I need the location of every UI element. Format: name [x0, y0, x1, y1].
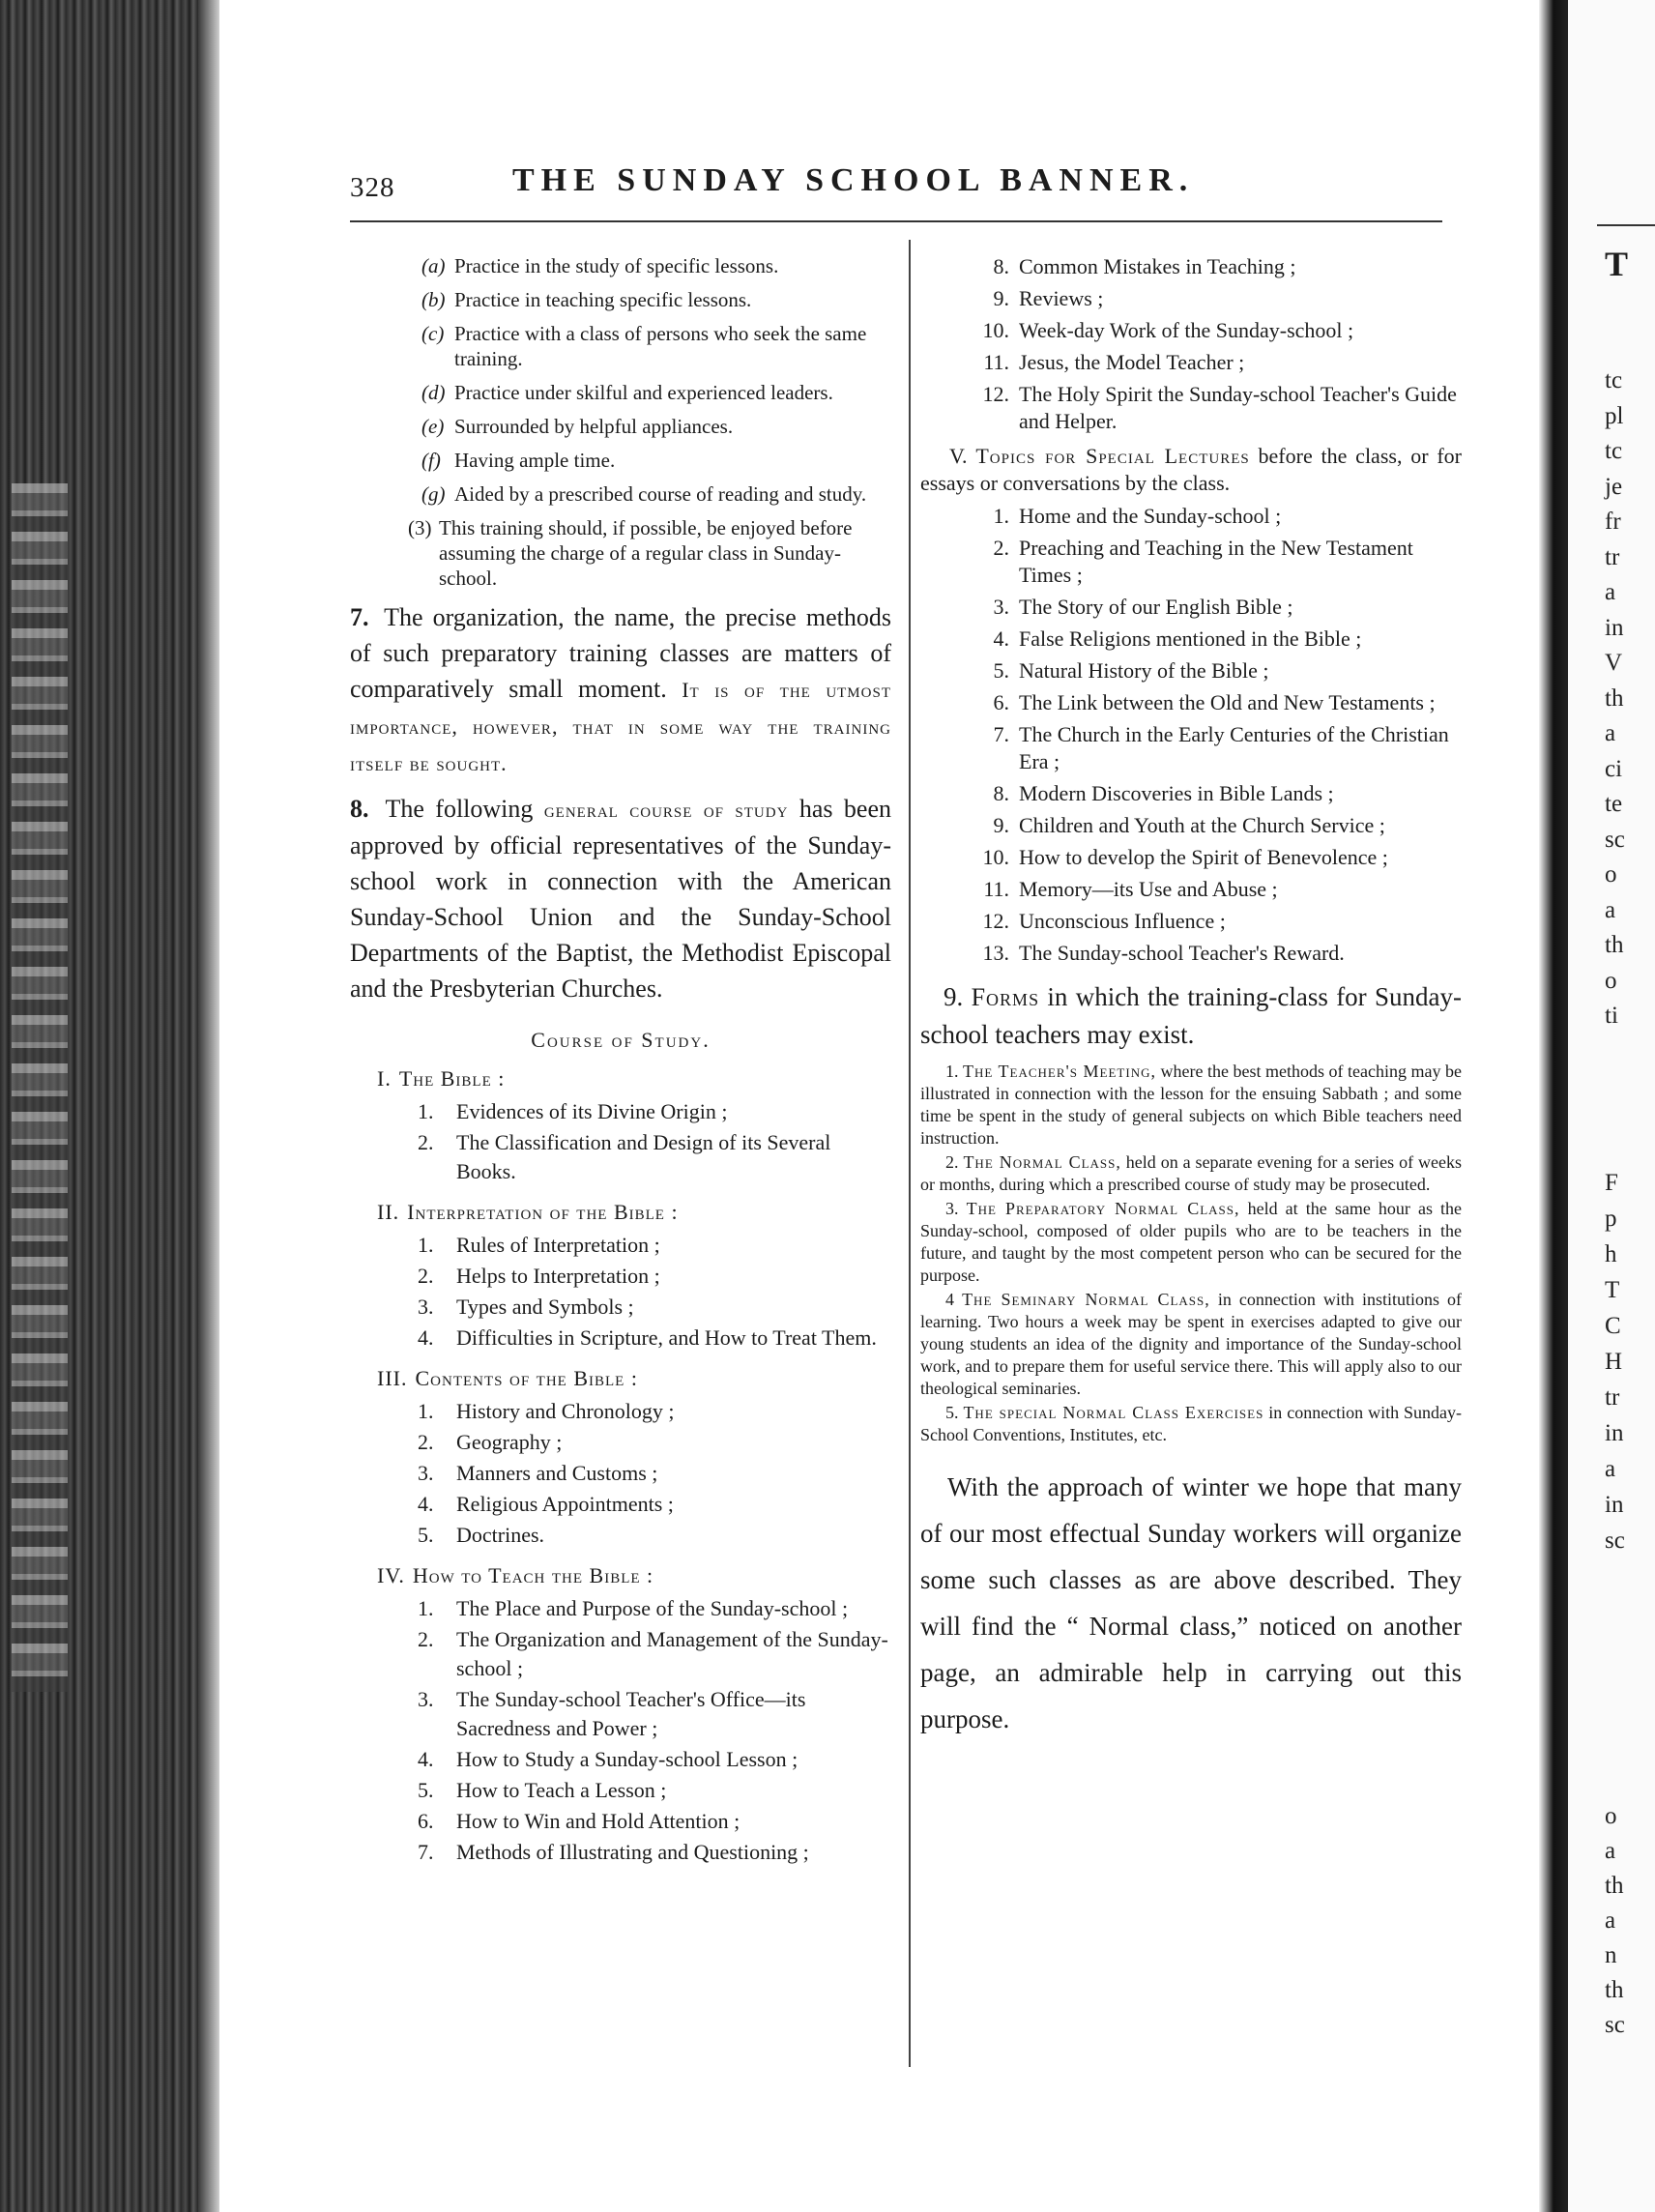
facing-line-start: pl: [1605, 402, 1624, 429]
item-text: Methods of Illustrating and Questioning ;: [456, 1840, 809, 1864]
item-number: 1.: [418, 1233, 434, 1257]
form-item: [920, 1289, 1462, 1400]
item-text: The Sunday-school Teacher's Reward.: [1019, 941, 1345, 965]
item-number: 3.: [418, 1687, 434, 1711]
item-number: 7.: [993, 722, 1009, 746]
list-item: [920, 253, 1462, 280]
list-item: [350, 1745, 891, 1774]
list-item: [920, 317, 1462, 344]
page-fold-shadow: [1539, 0, 1568, 2212]
section-heading: [377, 1064, 891, 1093]
item-number: 6.: [993, 690, 1009, 714]
list-item: [920, 908, 1462, 935]
form-number: 2.: [945, 1152, 959, 1172]
facing-line-start: F: [1605, 1170, 1618, 1196]
subitem-text: Practice under skilful and experienced leaders.: [454, 381, 833, 404]
item-text: Geography ;: [456, 1430, 563, 1454]
paragraph-emphasis: general course of study: [543, 798, 789, 822]
item-text: Unconscious Influence ;: [1019, 909, 1226, 933]
paragraph-text: The following: [385, 795, 534, 823]
facing-line-start: a: [1605, 1456, 1616, 1482]
list-item: [350, 1128, 891, 1186]
form-title: The special Normal Class Exercises: [963, 1403, 1264, 1422]
item-number: 4.: [418, 1492, 434, 1516]
subitem-text: Practice in the study of specific lessons.: [454, 254, 779, 277]
facing-line-start: tr: [1605, 1384, 1620, 1411]
item-text: Preaching and Teaching in the New Testament Times ;: [1019, 536, 1413, 587]
item-number: 1.: [418, 1099, 434, 1123]
item-mark: (3): [408, 516, 432, 539]
item-text: This training should, if possible, be enjoyed before assuming the charge of a regular class in Sunday-school.: [439, 516, 853, 590]
facing-line-start: tc: [1605, 367, 1623, 393]
facing-line-start: o: [1605, 861, 1617, 888]
section-numeral: V.: [949, 444, 968, 468]
subitem: [421, 253, 891, 278]
facing-line-start: th: [1605, 1873, 1624, 1899]
closing-paragraph: With the approach of winter we hope that many of our most effectual Sunday workers will organize some such classes as are above described. They will find the “ Normal class,” noticed on another page, an admirable help in carrying out this purpose.: [920, 1472, 1462, 1733]
item-number: 11.: [983, 877, 1009, 901]
facing-line-start: n: [1605, 1942, 1617, 1968]
facing-line-start: je: [1605, 473, 1623, 500]
facing-line-start: th: [1605, 1977, 1624, 2003]
section-title: Contents of the Bible :: [415, 1366, 638, 1390]
item-text: Religious Appointments ;: [456, 1492, 674, 1516]
item-number: 2.: [993, 536, 1009, 560]
subitem: [421, 287, 891, 312]
item-number: 12.: [982, 382, 1009, 406]
subitem-text: Surrounded by helpful appliances.: [454, 415, 734, 438]
item-text: Rules of Interpretation ;: [456, 1233, 660, 1257]
list-item: [350, 1097, 891, 1126]
paragraph-number: 7.: [350, 603, 369, 631]
section-numeral: I.: [377, 1066, 392, 1091]
list-item: [920, 721, 1462, 775]
item-text: The Organization and Management of the Sunday-school ;: [456, 1627, 888, 1680]
facing-line-start: in: [1605, 1492, 1624, 1518]
item-number: 2.: [418, 1627, 434, 1651]
page-edge-marbling: [12, 483, 68, 1692]
form-text: held at the same hour as the Sunday-school, composed of older pupils who are to be teachers in the future, and taught by the most competent person who can be secured for the purpose.: [920, 1199, 1463, 1285]
facing-line-start: V: [1605, 650, 1623, 676]
subitem: [421, 481, 891, 507]
paragraph-text: The organization, the name, the precise methods of such preparatory training classes are matters of comparatively small moment.: [350, 603, 891, 703]
facing-page-fragment: [1568, 0, 1655, 2212]
item-number: 2.: [418, 1430, 434, 1454]
paragraph-number: 8.: [350, 795, 369, 823]
facing-line-start: H: [1605, 1349, 1623, 1375]
item-number: 12.: [982, 909, 1009, 933]
left-column: [350, 253, 891, 1869]
subitem-mark: (d): [421, 381, 446, 404]
list-item: [920, 535, 1462, 589]
column-rule: [909, 240, 911, 2067]
section-title: How to Teach the Bible :: [412, 1563, 654, 1587]
list-item: [350, 1807, 891, 1836]
facing-line-start: te: [1605, 791, 1623, 817]
item-text: The Church in the Early Centuries of the Christian Era ;: [1019, 722, 1449, 773]
facing-line-start: p: [1605, 1206, 1617, 1232]
right-column: [920, 253, 1462, 1768]
form-item: [920, 1402, 1462, 1446]
subitem-mark: (f): [421, 449, 441, 472]
form-text: in connection with Sunday-School Conventions, Institutes, etc.: [920, 1403, 1463, 1444]
subitem-list: [350, 253, 891, 507]
section-numeral: III.: [377, 1366, 408, 1390]
facing-line-start: th: [1605, 684, 1624, 712]
item-number: 1.: [418, 1596, 434, 1620]
item-number: 11.: [983, 350, 1009, 374]
item-number: 6.: [418, 1809, 434, 1833]
list-item: [920, 626, 1462, 653]
item-text: The Story of our English Bible ;: [1019, 595, 1293, 619]
paragraph-7: [350, 599, 891, 781]
facing-line-start: a: [1605, 579, 1616, 605]
item-number: 3.: [993, 595, 1009, 619]
subitem: [421, 321, 891, 371]
item-text: The Sunday-school Teacher's Office—its Sacredness and Power ;: [456, 1687, 806, 1740]
list-item: [920, 812, 1462, 839]
facing-line-start: T: [1605, 1277, 1620, 1303]
paragraph-8: [350, 791, 891, 1006]
item-text: Helps to Interpretation ;: [456, 1264, 660, 1288]
facing-line-start: a: [1605, 1838, 1616, 1864]
list-item: [350, 1625, 891, 1683]
item-number: 2.: [418, 1130, 434, 1154]
item-text: The Link between the Old and New Testaments ;: [1019, 690, 1436, 714]
header-rule: [350, 220, 1442, 222]
gutter-shadow: [198, 0, 219, 2212]
item-3: [350, 515, 891, 591]
list-item: [350, 1776, 891, 1805]
subitem-text: Having ample time.: [454, 449, 616, 472]
list-item: [350, 1594, 891, 1623]
item-text: How to develop the Spirit of Benevolence ;: [1019, 845, 1388, 869]
item-number: 9.: [993, 286, 1009, 310]
facing-line-start: ci: [1605, 755, 1623, 782]
list-item: [350, 1490, 891, 1519]
subitem-mark: (b): [421, 288, 446, 311]
item-text: Manners and Customs ;: [456, 1461, 658, 1485]
subitem-mark: (g): [421, 482, 446, 506]
subitem-text: Aided by a prescribed course of reading and study.: [454, 482, 867, 506]
section-text: before the class, or for essays or conversations by the class.: [920, 444, 1463, 495]
running-header: THE SUNDAY SCHOOL BANNER.: [512, 162, 1195, 198]
paragraph-text: has been approved by official representatives of the Sunday-school work in connection with the American Sunday-School Union and the Sunday-School Departments of the Baptist, the Methodist Episcopal and the Presbyterian Churches.: [350, 795, 892, 1003]
facing-line-start: in: [1605, 614, 1624, 641]
facing-line-start: a: [1605, 720, 1616, 746]
list-item: [920, 876, 1462, 903]
list-item: [350, 1521, 891, 1550]
facing-line-start: ti: [1605, 1003, 1618, 1029]
section-v-heading: [920, 443, 1462, 497]
list-item: [350, 1231, 891, 1260]
course-title: Course of Study.: [531, 1028, 711, 1052]
list-item: [350, 1685, 891, 1743]
section-heading: [377, 1198, 891, 1227]
list-item: [350, 1397, 891, 1426]
item-text: How to Study a Sunday-school Lesson ;: [456, 1747, 798, 1771]
list-item: [350, 1459, 891, 1488]
item-number: 10.: [982, 845, 1009, 869]
form-item: [920, 1151, 1462, 1196]
item-text: Doctrines.: [456, 1523, 545, 1547]
item-text: The Holy Spirit the Sunday-school Teacher's Guide and Helper.: [1019, 382, 1457, 433]
list-item: [350, 1293, 891, 1322]
item-number: 4.: [993, 626, 1009, 651]
item-number: 5.: [993, 658, 1009, 683]
form-number: 3.: [945, 1199, 959, 1218]
section-title: Topics for Special Lectures: [975, 444, 1250, 468]
item-number: 9.: [993, 813, 1009, 837]
item-text: The Place and Purpose of the Sunday-school ;: [456, 1596, 849, 1620]
facing-line-start: o: [1605, 967, 1617, 994]
subitem-mark: (c): [421, 322, 445, 345]
section-heading: [377, 1561, 891, 1590]
facing-header-rule: [1597, 224, 1655, 226]
facing-line-start: sc: [1605, 2012, 1625, 2038]
item-number: 3.: [418, 1295, 434, 1319]
facing-line-start: tr: [1605, 543, 1620, 570]
facing-line-start: C: [1605, 1313, 1621, 1339]
page-number: 328: [350, 172, 395, 203]
item-text: False Religions mentioned in the Bible ;: [1019, 626, 1362, 651]
facing-line-start: o: [1605, 1803, 1617, 1829]
form-title: The Teacher's Meeting,: [963, 1062, 1156, 1081]
form-item: [920, 1198, 1462, 1287]
facing-line-start: sc: [1605, 826, 1625, 853]
item-text: Types and Symbols ;: [456, 1295, 634, 1319]
item-text: Modern Discoveries in Bible Lands ;: [1019, 781, 1334, 805]
item-number: 5.: [418, 1778, 434, 1802]
paragraph-emphasis: Forms: [971, 983, 1040, 1011]
item-text: Natural History of the Bible ;: [1019, 658, 1269, 683]
list-item: [920, 503, 1462, 530]
list-item: [920, 594, 1462, 621]
list-item: [920, 780, 1462, 807]
item-text: Reviews ;: [1019, 286, 1104, 310]
item-text: The Classification and Design of its Several Books.: [456, 1130, 831, 1183]
subitem-text: Practice in teaching specific lessons.: [454, 288, 752, 311]
item-number: 2.: [418, 1264, 434, 1288]
facing-line-start: tc: [1605, 438, 1623, 464]
subitem-text: Practice with a class of persons who seek the same training.: [454, 322, 867, 370]
list-item: [920, 349, 1462, 376]
item-text: History and Chronology ;: [456, 1399, 675, 1423]
item-text: Difficulties in Scripture, and How to Treat Them.: [456, 1325, 877, 1350]
item-text: Evidences of its Divine Origin ;: [456, 1099, 728, 1123]
paragraph-emphasis: It is of the utmost importance, however, that in some way the training itself be sought.: [350, 678, 891, 775]
subitem: [421, 380, 891, 405]
list-item: [350, 1324, 891, 1353]
subitem: [421, 414, 891, 439]
list-item: [920, 657, 1462, 684]
item-number: 10.: [982, 318, 1009, 342]
subitem-mark: (e): [421, 415, 445, 438]
item-number: 4.: [418, 1747, 434, 1771]
paragraph-text: in which the training-class for Sunday-school teachers may exist.: [920, 982, 1463, 1049]
item-text: Jesus, the Model Teacher ;: [1019, 350, 1245, 374]
facing-line-start: sc: [1605, 1528, 1625, 1554]
item-text: Memory—its Use and Abuse ;: [1019, 877, 1278, 901]
facing-line-start: th: [1605, 932, 1624, 958]
facing-line-start: h: [1605, 1241, 1617, 1267]
item-number: 13.: [982, 941, 1009, 965]
paragraph-number: 9.: [944, 982, 964, 1011]
form-text: where the best methods of teaching may be illustrated in connection with the lesson for the ensuing Sabbath ; and some time be spent in the study of general subjects on which Bible teachers need instruction.: [920, 1062, 1463, 1148]
section-title: The Bible :: [398, 1066, 506, 1091]
item-text: Week-day Work of the Sunday-school ;: [1019, 318, 1354, 342]
item-number: 3.: [418, 1461, 434, 1485]
facing-line-start: fr: [1605, 509, 1621, 535]
form-title: The Seminary Normal Class,: [962, 1290, 1210, 1309]
section-heading: [377, 1364, 891, 1393]
item-text: How to Teach a Lesson ;: [456, 1778, 667, 1802]
list-item: [350, 1262, 891, 1291]
list-item: [920, 381, 1462, 435]
facing-line-start: a: [1605, 896, 1616, 923]
item-number: 8.: [993, 254, 1009, 278]
item-text: How to Win and Hold Attention ;: [456, 1809, 740, 1833]
form-text: in connection with institutions of learning. Two hours a week may be spent in exercises adapted to give our young students an idea of the dignity and importance of the Sunday-school work, and to prepare them for useful service there. This will apply also to our theological seminaries.: [920, 1290, 1463, 1398]
section-numeral: II.: [377, 1200, 400, 1224]
form-number: 5.: [945, 1403, 959, 1422]
list-item: [350, 1838, 891, 1867]
facing-line-start: a: [1605, 1907, 1616, 1934]
item-text: Children and Youth at the Church Service ;: [1019, 813, 1385, 837]
list-item: [920, 940, 1462, 967]
item-text: Home and the Sunday-school ;: [1019, 504, 1282, 528]
subitem-mark: (a): [421, 254, 446, 277]
form-title: The Normal Class,: [963, 1152, 1121, 1172]
list-item: [920, 844, 1462, 871]
subitem: [421, 448, 891, 473]
item-number: 1.: [993, 504, 1009, 528]
item-number: 8.: [993, 781, 1009, 805]
form-title: The Preparatory Normal Class,: [966, 1199, 1240, 1218]
form-number: 4: [945, 1290, 954, 1309]
form-number: 1.: [945, 1062, 959, 1081]
facing-title-initial: T: [1605, 245, 1629, 283]
section-numeral: IV.: [377, 1563, 405, 1587]
section-title: Interpretation of the Bible :: [407, 1200, 679, 1224]
item-number: 4.: [418, 1325, 434, 1350]
item-text: Common Mistakes in Teaching ;: [1019, 254, 1296, 278]
list-item: [920, 689, 1462, 716]
form-text: held on a separate evening for a series of weeks or months, during which a prescribed course of study may be prosecuted.: [920, 1152, 1463, 1194]
form-item: [920, 1061, 1462, 1150]
list-item: [350, 1428, 891, 1457]
list-item: [920, 285, 1462, 312]
paragraph-9: [920, 978, 1462, 1053]
item-number: 1.: [418, 1399, 434, 1423]
item-number: 5.: [418, 1523, 434, 1547]
facing-line-start: in: [1605, 1420, 1624, 1446]
item-number: 7.: [418, 1840, 434, 1864]
